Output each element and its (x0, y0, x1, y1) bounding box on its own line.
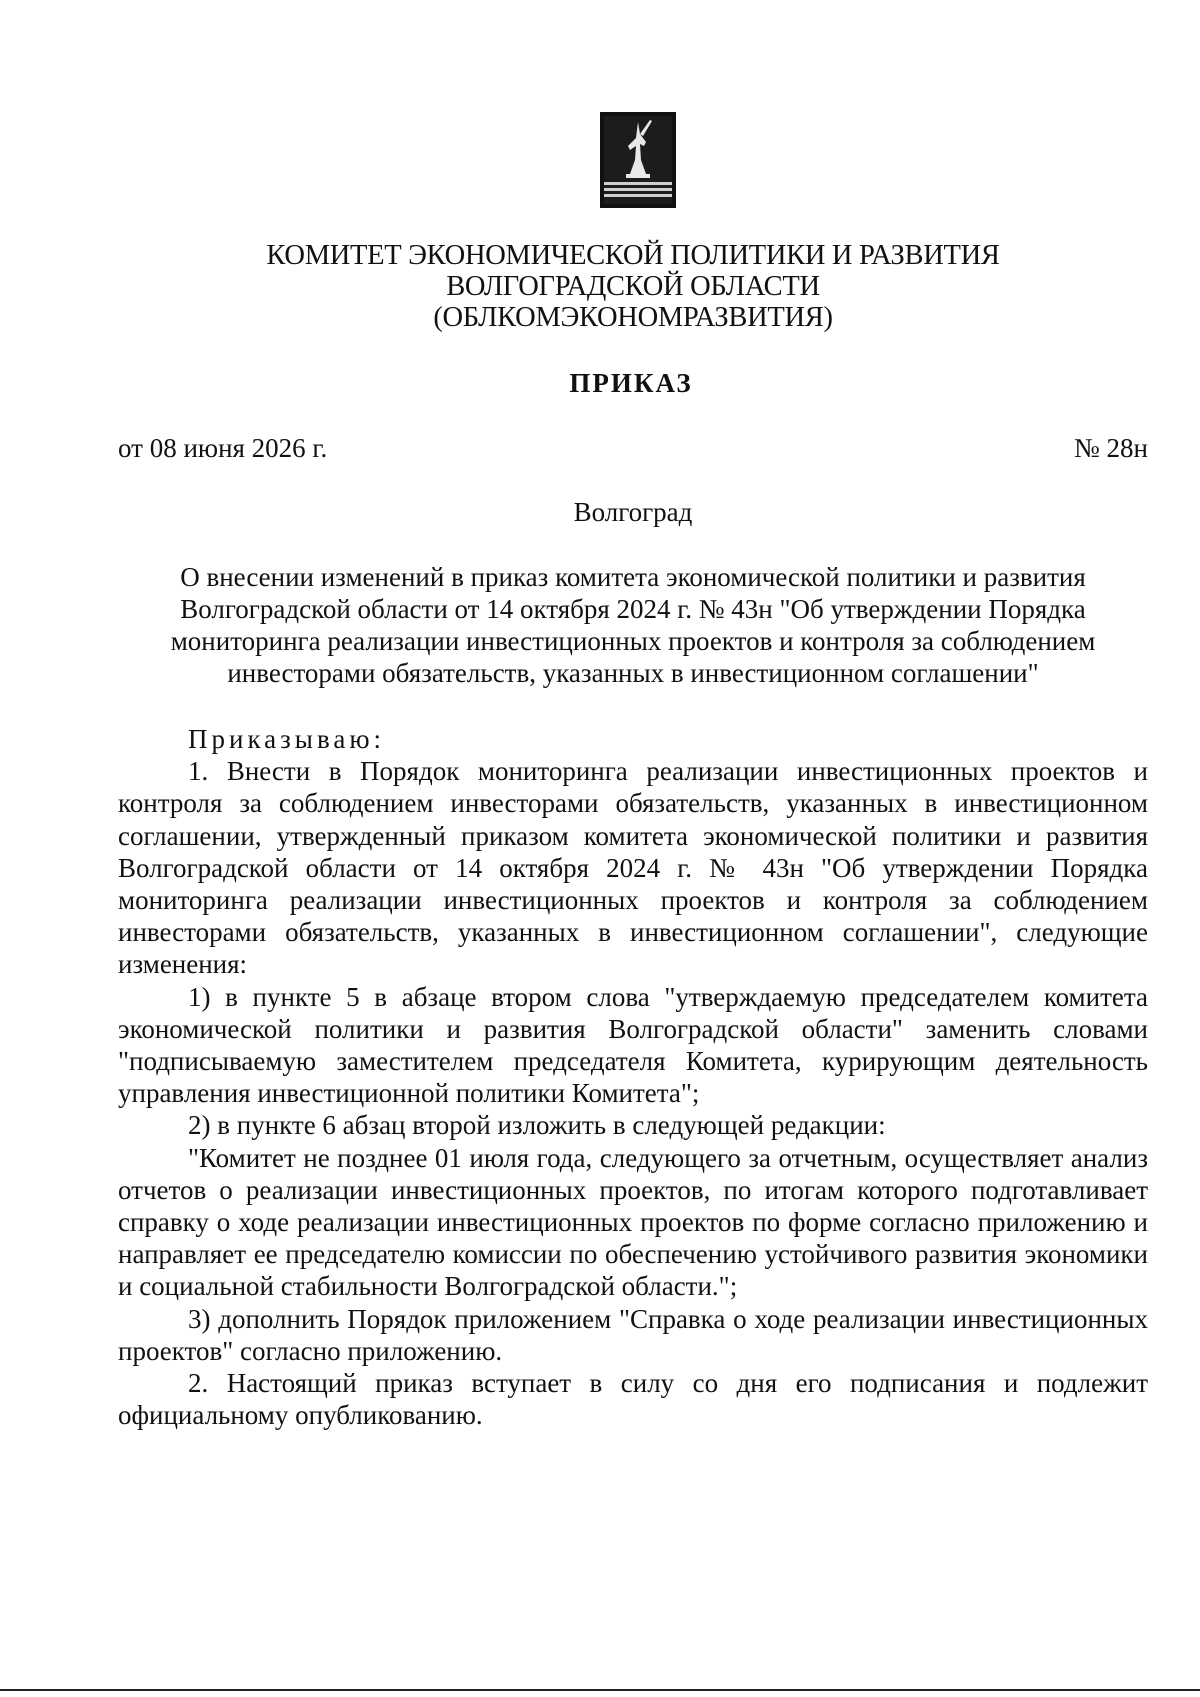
clause-2: 2. Настоящий приказ вступает в силу со дня его подписания и подлежит официальному опубликованию. (118, 1368, 1148, 1431)
subject-line-4: инвесторами обязательств, указанных в инвестиционном соглашении" (227, 658, 1039, 688)
clause-1: 1. Внести в Порядок мониторинга реализации инвестиционных проектов и контроля за соблюдением инвесторами обязательств, указанных в инвестиционном соглашении, утвержденный приказом комитета экономической политики и развития Волгоградской области от 14 октября 2024 г. № 43н "Об утверждении Порядка мониторинга реализации инвестиционных проектов и контроля за соблюдением инвесторами обязательств, указанных в инвестиционном соглашении", следующие изменения: (118, 756, 1148, 980)
page-bottom-rule (0, 1689, 1200, 1691)
coat-of-arms-icon (600, 112, 676, 208)
organization-name (0, 240, 1200, 333)
subclause-1: 1) в пункте 5 в абзаце втором слова "утверждаемую председателем комитета экономической политики и развития Волгоградской области" заменить словами "подписываемую заместителем председателя Комитета, курирующим деятельность управления инвестиционной политики Комитета"; (118, 981, 1148, 1109)
subject-line-3: мониторинга реализации инвестиционных проектов и контроля за соблюдением (170, 626, 1096, 656)
document-subject (118, 561, 1148, 689)
quoted-paragraph: "Комитет не позднее 01 июля года, следующего за отчетным, осуществляет анализ отчетов о реализации инвестиционных проектов, по итогам которого подготавливает справку о ходе реализации инвестиционных проектов по форме согласно приложению и направляет ее председателю комиссии по обеспечению устойчивого развития экономики и социальной стабильности Волгоградской области."; (118, 1142, 1148, 1302)
subclause-2: 2) в пункте 6 абзац второй изложить в следующей редакции: (188, 1110, 886, 1141)
org-line-2: ВОЛГОГРАДСКОЙ ОБЛАСТИ (446, 271, 820, 302)
org-line-3: (ОБЛКОМЭКОНОМРАЗВИТИЯ) (433, 302, 833, 333)
org-line-1: КОМИТЕТ ЭКОНОМИЧЕСКОЙ ПОЛИТИКИ И РАЗВИТИЯ (266, 240, 1000, 271)
order-word: Приказываю: (188, 724, 385, 754)
document-date: от 08 июня 2026 г. (118, 433, 328, 463)
document-body (118, 723, 1148, 1431)
document-type-title: ПРИКАЗ (569, 368, 693, 398)
subclause-3: 3) дополнить Порядок приложением "Справка о ходе реализации инвестиционных проектов" согласно приложению. (118, 1303, 1148, 1366)
document-city: Волгоград (573, 497, 693, 527)
subject-line-2: Волгоградской области от 14 октября 2024 г. № 43н "Об утверждении Порядка (180, 594, 1086, 624)
document-number: № 28н (1074, 433, 1148, 463)
subject-line-1: О внесении изменений в приказ комитета экономической политики и развития (180, 562, 1086, 592)
